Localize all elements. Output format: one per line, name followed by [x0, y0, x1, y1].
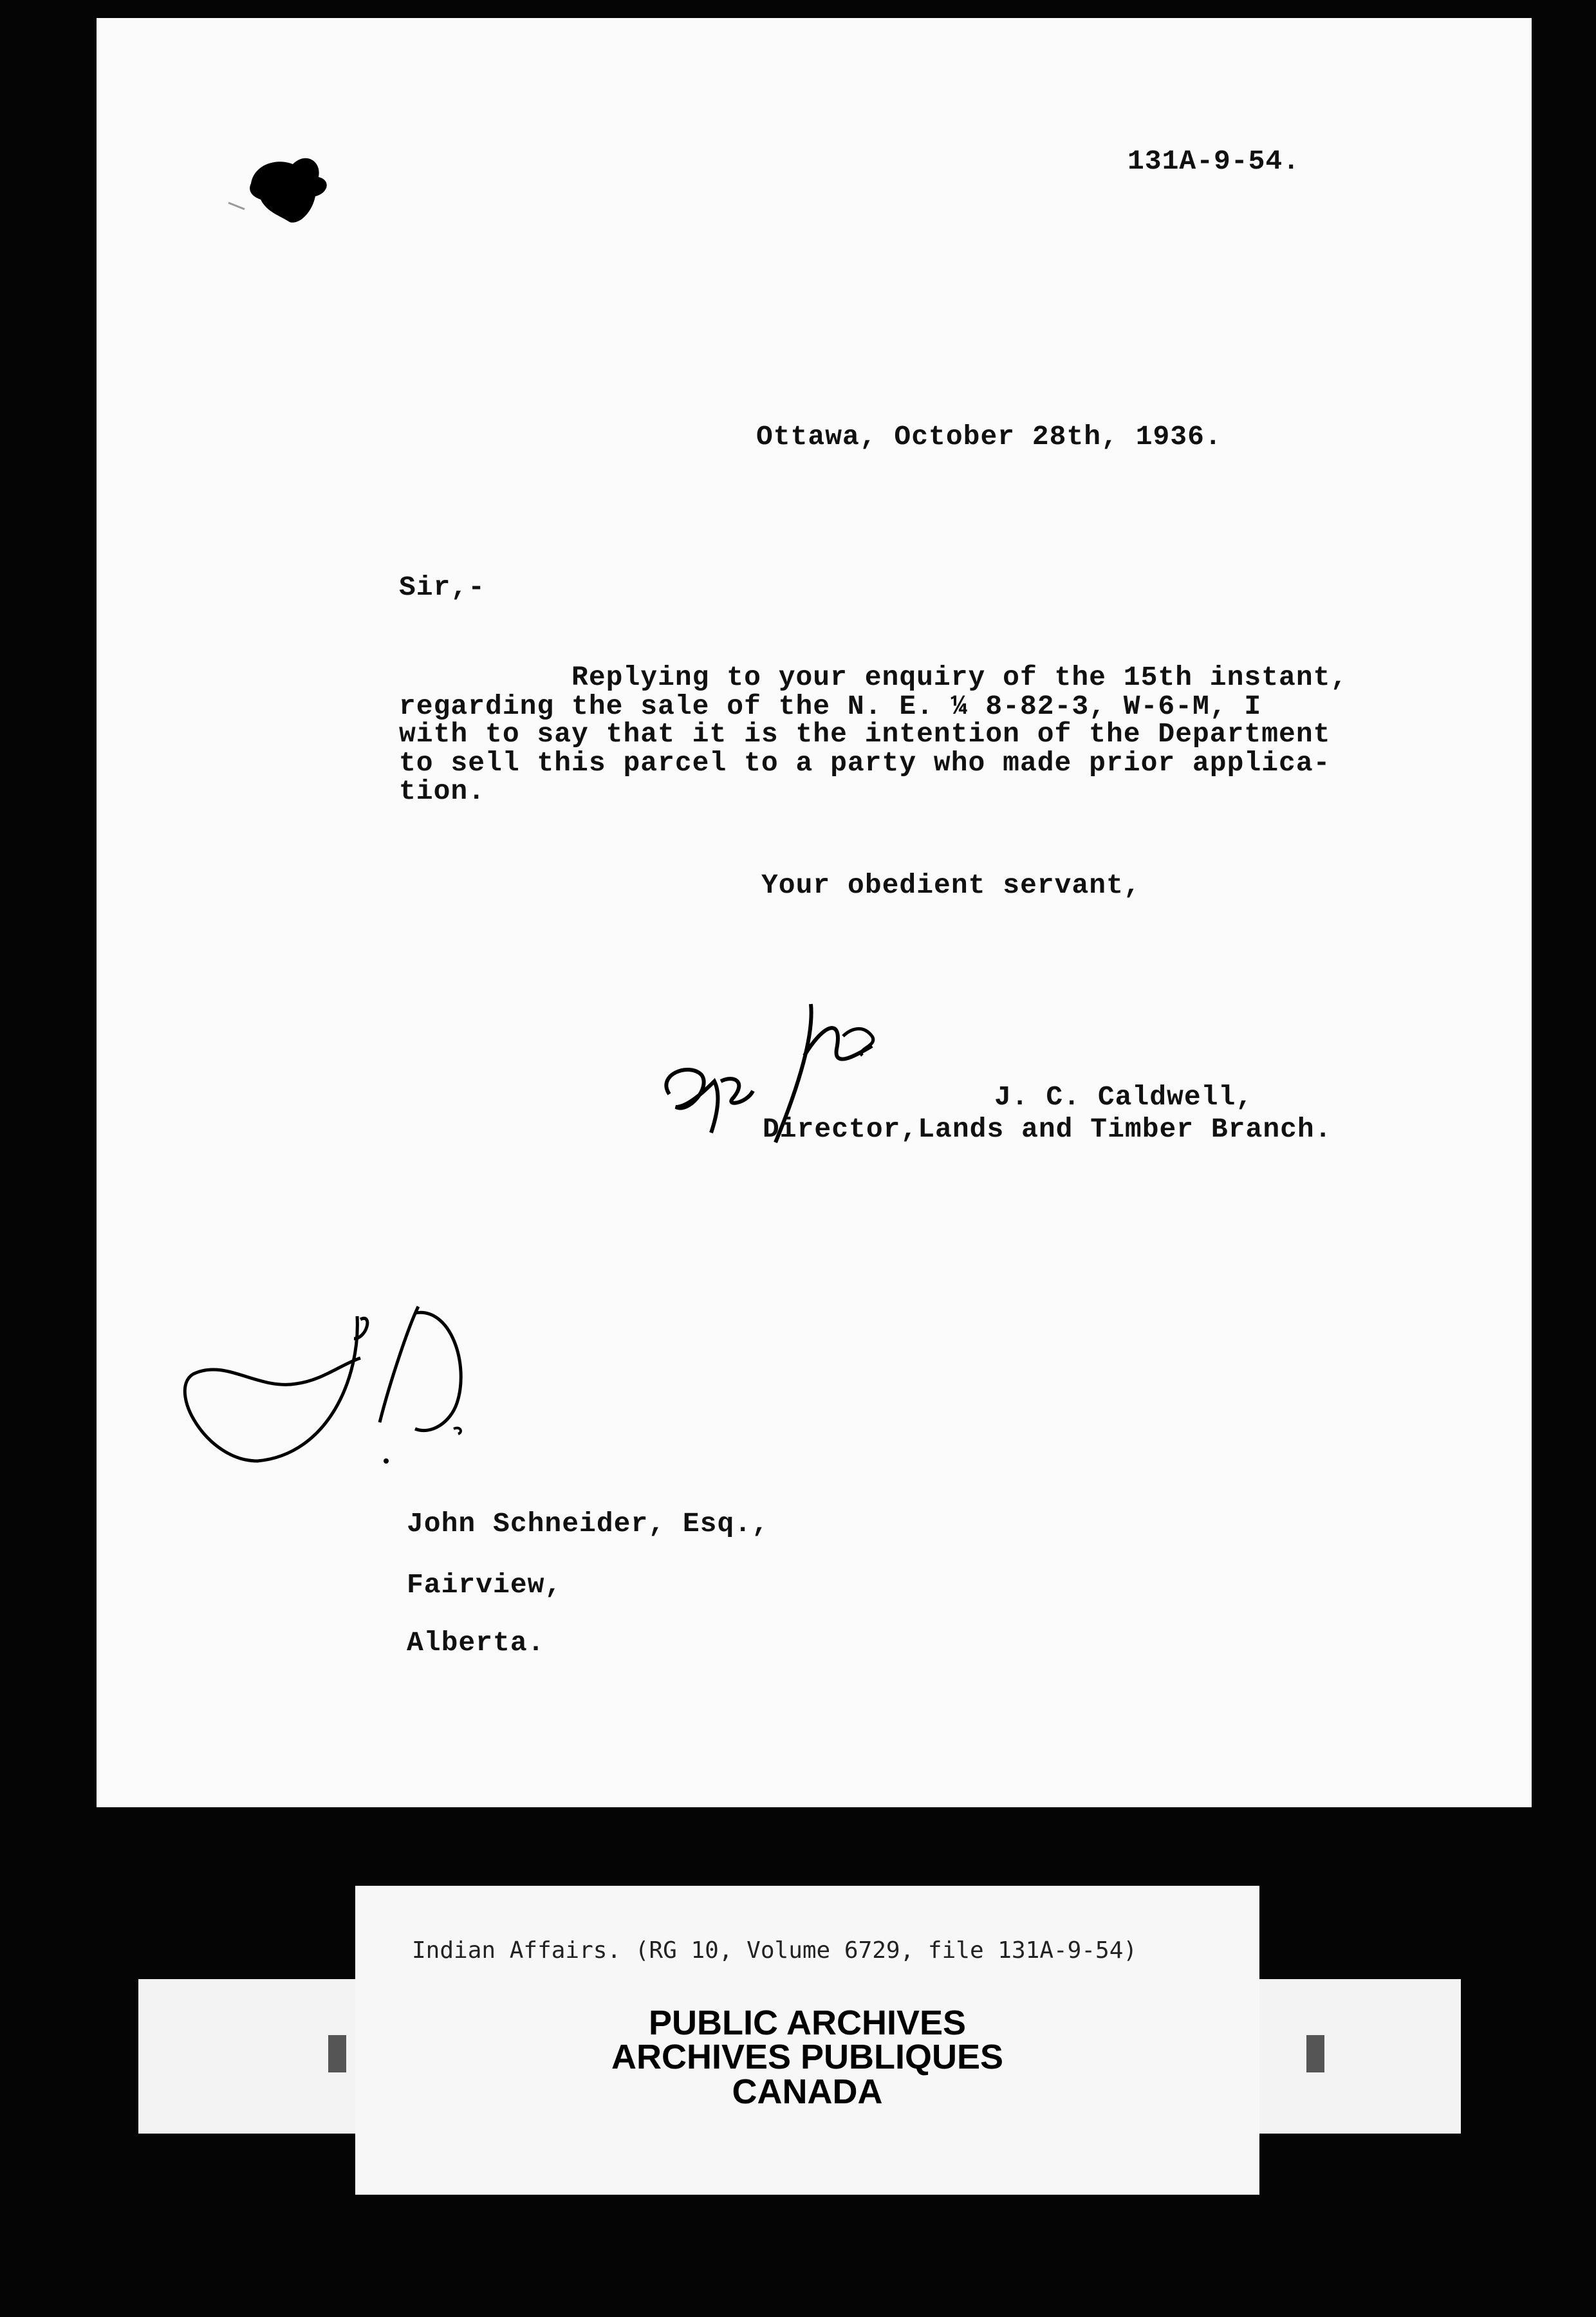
- body-line: to sell this parcel to a party who made prior applica-: [399, 747, 1331, 779]
- label-tab: [1306, 2035, 1324, 2072]
- body-line: regarding the sale of the N. E. ¼ 8-82-3, W-6-M, I: [399, 691, 1262, 722]
- body-line: Replying to your enquiry of the 15th instant,: [399, 662, 1348, 693]
- signer-name: J. C. Caldwell,: [994, 1081, 1254, 1113]
- address-line: Alberta.: [407, 1627, 545, 1659]
- salutation: Sir,-: [399, 572, 486, 603]
- file-reference: 131A-9-54.: [1127, 145, 1301, 177]
- date-line: Ottawa, October 28th, 1936.: [756, 421, 1222, 452]
- body-line: tion.: [399, 776, 486, 807]
- letter-page: [97, 18, 1532, 1807]
- address-line: Fairview,: [407, 1569, 562, 1601]
- archive-title-line: ARCHIVES PUBLIQUES: [611, 2038, 1004, 2076]
- ink-blot: [216, 145, 344, 235]
- closing-line: Your obedient servant,: [761, 870, 1141, 901]
- archive-reference: Indian Affairs. (RG 10, Volume 6729, file 131A-9-54): [412, 1937, 1138, 1964]
- address-line: John Schneider, Esq.,: [407, 1508, 769, 1540]
- body-line: with to say that it is the intention of the Department: [399, 718, 1331, 750]
- signer-title: Director,Lands and Timber Branch.: [763, 1113, 1332, 1145]
- label-tab: [328, 2035, 346, 2072]
- archive-title-line: PUBLIC ARCHIVES: [648, 2004, 967, 2042]
- archive-title-line: CANADA: [732, 2072, 883, 2111]
- handwritten-initials: [167, 1287, 502, 1480]
